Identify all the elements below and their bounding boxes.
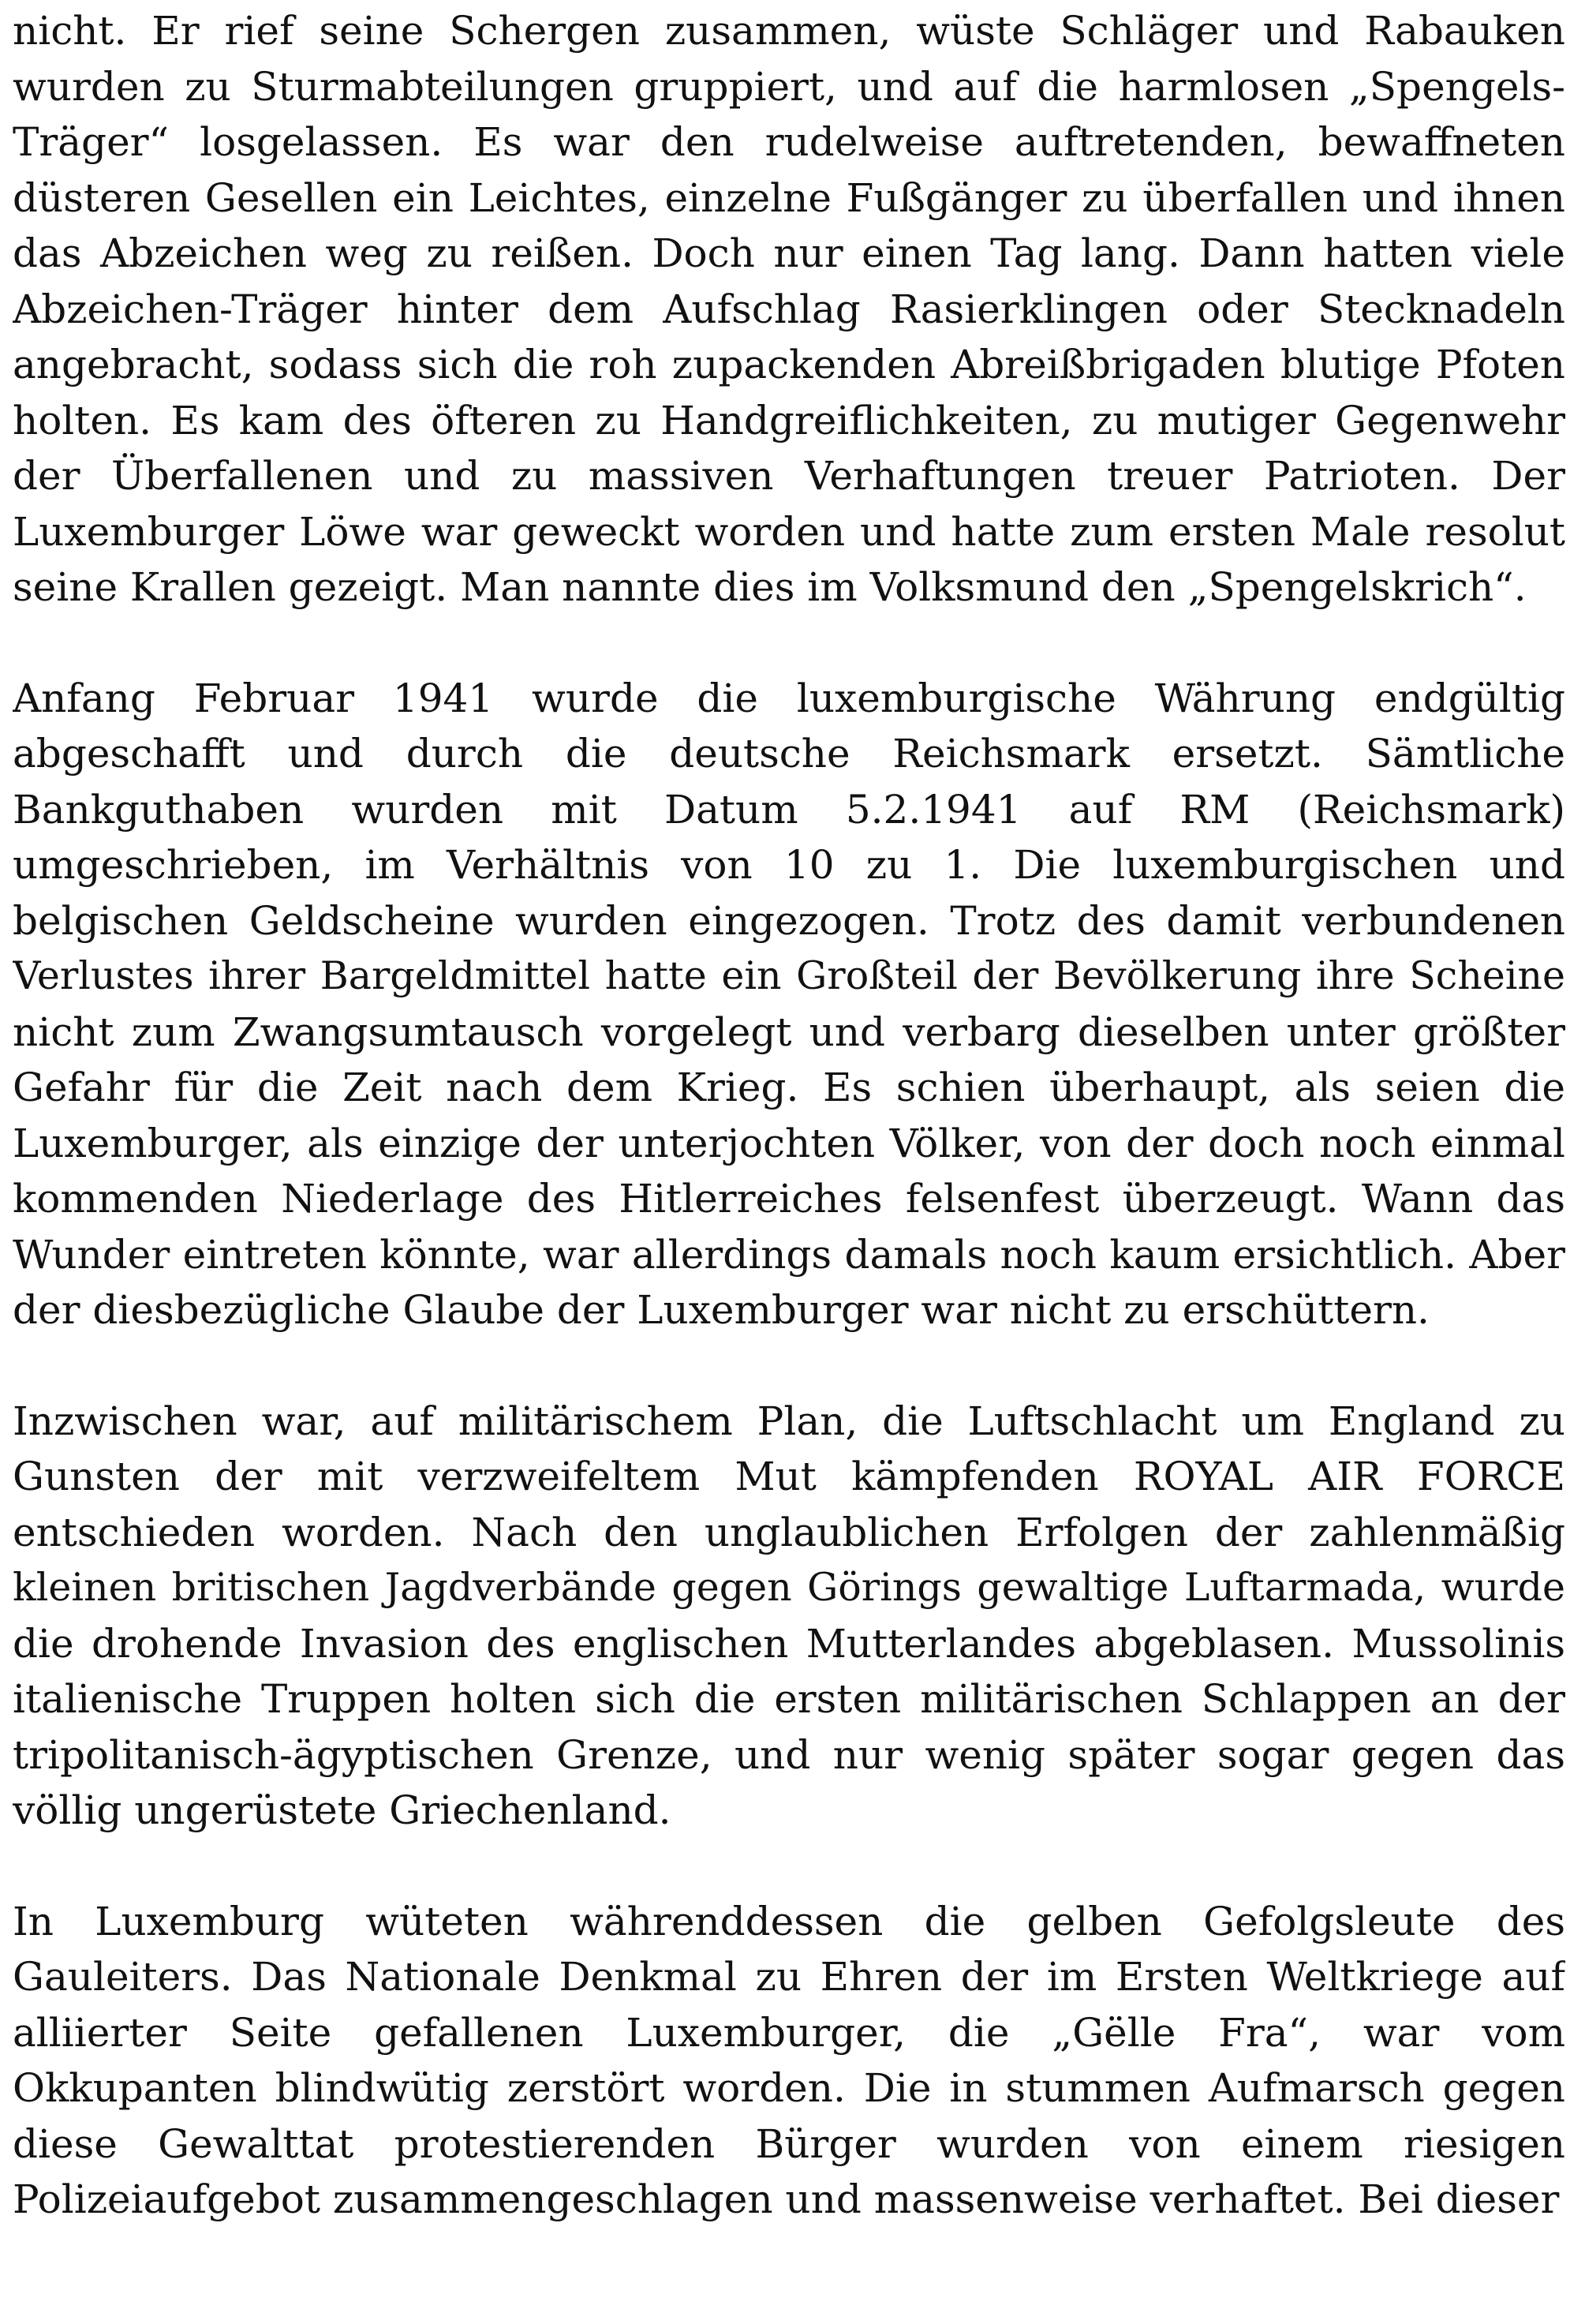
text-line: Okkupanten blindwütig zerstört worden. Die in stummen Aufmarsch gegen: [13, 2065, 1565, 2111]
text-line: Luxemburger, als einzige der unterjochten Völker, von der doch noch einmal: [13, 1120, 1565, 1166]
text-line: holten. Es kam des öfteren zu Handgreiflichkeiten, zu mutiger Gegenwehr: [13, 397, 1565, 443]
text-line: Gauleiters. Das Nationale Denkmal zu Ehren der im Ersten Weltkriege auf: [13, 1954, 1565, 2000]
text-line: Luxemburger Löwe war geweckt worden und hatte zum ersten Male resolut: [13, 508, 1565, 555]
text-line: Verlustes ihrer Bargeldmittel hatte ein Großteil der Bevölkerung ihre Scheine: [13, 953, 1565, 998]
text-line: Polizeiaufgebot zusammengeschlagen und massenweise verhaftet. Bei dieser: [13, 2176, 1560, 2222]
text-line: Inzwischen war, auf militärischem Plan, die Luftschlacht um England zu: [13, 1398, 1565, 1444]
text-line: Träger“ losgelassen. Es war den rudelweise auftretenden, bewaffneten: [13, 119, 1565, 165]
text-line: italienische Truppen holten sich die ersten militärischen Schlappen an der: [13, 1676, 1565, 1722]
text-line: nicht zum Zwangsumtausch vorgelegt und verbarg dieselben unter größter: [13, 1009, 1565, 1055]
text-line: nicht. Er rief seine Schergen zusammen, wüste Schläger und Rabauken: [13, 8, 1565, 54]
text-line: In Luxemburg wüteten währenddessen die gelben Gefolgsleute des: [13, 1898, 1565, 1944]
text-line: alliierter Seite gefallenen Luxemburger, die „Gëlle Fra“, war vom: [13, 2009, 1565, 2056]
text-line: diese Gewalttat protestierenden Bürger wurden von einem riesigen: [13, 2120, 1565, 2167]
text-column: [13, 3, 1565, 2228]
paragraph-4: [13, 1894, 1565, 2228]
text-line: Gunsten der mit verzweifeltem Mut kämpfenden ROYAL AIR FORCE: [13, 1454, 1565, 1499]
text-line: belgischen Geldscheine wurden eingezogen. Trotz des damit verbundenen: [13, 897, 1565, 944]
text-line: der diesbezügliche Glaube der Luxemburger war nicht zu erschüttern.: [13, 1287, 1430, 1333]
paragraph-1: [13, 3, 1565, 616]
text-line: angebracht, sodass sich die roh zupackenden Abreißbrigaden blutige Pfoten: [13, 342, 1565, 387]
text-line: umgeschrieben, im Verhältnis von 10 zu 1. Die luxemburgischen und: [13, 842, 1565, 888]
text-line: abgeschafft und durch die deutsche Reichsmark ersetzt. Sämtliche: [13, 731, 1565, 777]
text-line: wurden zu Sturmabteilungen gruppiert, und auf die harmlosen „Spengels-: [13, 63, 1565, 110]
text-line: Abzeichen-Träger hinter dem Aufschlag Rasierklingen oder Stecknadeln: [13, 286, 1565, 332]
text-line: Bankguthaben wurden mit Datum 5.2.1941 auf RM (Reichsmark): [13, 786, 1565, 833]
paragraph-2: [13, 671, 1565, 1338]
text-line: Gefahr für die Zeit nach dem Krieg. Es schien überhaupt, als seien die: [13, 1065, 1565, 1110]
paragraph-3: [13, 1394, 1565, 1839]
text-line: seine Krallen gezeigt. Man nannte dies im Volksmund den „Spengelskrich“.: [13, 564, 1527, 610]
paragraph-spacer: [13, 616, 1565, 671]
text-line: kommenden Niederlage des Hitlerreiches felsenfest überzeugt. Wann das: [13, 1176, 1565, 1222]
text-line: der Überfallenen und zu massiven Verhaftungen treuer Patrioten. Der: [13, 453, 1565, 499]
paragraph-spacer: [13, 1338, 1565, 1394]
text-line: kleinen britischen Jagdverbände gegen Görings gewaltige Luftarmada, wurde: [13, 1565, 1565, 1610]
text-line: das Abzeichen weg zu reißen. Doch nur einen Tag lang. Dann hatten viele: [13, 230, 1565, 276]
text-line: düsteren Gesellen ein Leichtes, einzelne Fußgänger zu überfallen und ihnen: [13, 174, 1565, 221]
text-line: Anfang Februar 1941 wurde die luxemburgische Währung endgültig: [13, 675, 1565, 721]
text-line: tripolitanisch-ägyptischen Grenze, und nur wenig später sogar gegen das: [13, 1731, 1565, 1778]
paragraph-spacer: [13, 1839, 1565, 1894]
text-line: entschieden worden. Nach den unglaublichen Erfolgen der zahlenmäßig: [13, 1509, 1565, 1555]
text-line: Wunder eintreten könnte, war allerdings damals noch kaum ersichtlich. Aber: [13, 1231, 1565, 1278]
text-line: völlig ungerüstete Griechenland.: [13, 1787, 671, 1833]
text-line: die drohende Invasion des englischen Mutterlandes abgeblasen. Mussolinis: [13, 1620, 1565, 1667]
